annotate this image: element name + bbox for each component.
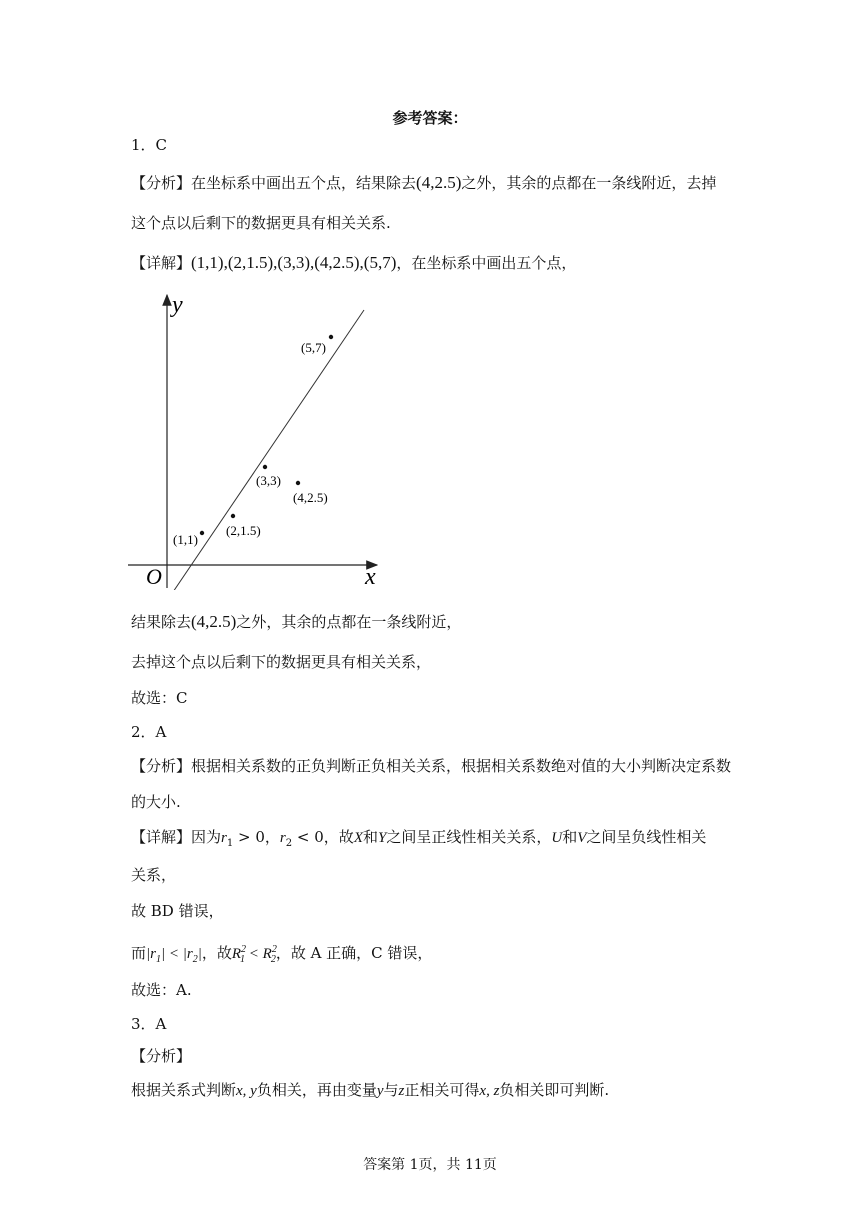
origin-label: O bbox=[146, 564, 162, 589]
scatter-point bbox=[200, 531, 204, 535]
q3-number: 3．A bbox=[131, 1015, 167, 1033]
trend-line bbox=[173, 310, 364, 590]
detail-label: 【详解】 bbox=[131, 828, 192, 846]
detail-label: 【详解】 bbox=[131, 254, 192, 272]
scatter-point bbox=[296, 481, 300, 485]
q1-number: 1．C bbox=[131, 136, 168, 154]
scatter-point bbox=[231, 514, 235, 518]
point-label: (2,1.5) bbox=[226, 523, 261, 538]
q1-analysis: 【分析】在坐标系中画出五个点，结果除去(4,2.5)之外，其余的点都在一条线附近，去掉 bbox=[131, 173, 717, 192]
math-points: (1,1),(2,1.5),(3,3),(4,2.5),(5,7) bbox=[191, 253, 397, 272]
math-point: (4,2.5) bbox=[416, 173, 462, 192]
q3-analysis: 根据关系式判断x, y负相关，再由变量y与z正相关可得x, z负相关即可判断. bbox=[131, 1081, 610, 1099]
page-title: 参考答案： bbox=[392, 109, 468, 127]
point-label: (1,1) bbox=[173, 532, 198, 547]
point-label: (3,3) bbox=[256, 473, 281, 488]
scatter-figure bbox=[125, 290, 385, 590]
q2-detail-cont: 关系， bbox=[131, 866, 177, 884]
x-axis-label: x bbox=[365, 564, 376, 590]
q3-analysis-label: 【分析】 bbox=[131, 1047, 192, 1065]
scatter-point bbox=[263, 465, 267, 469]
abs-compare-math: $|r_1| < |r_2|$ bbox=[146, 946, 202, 965]
q2-detail: 【详解】因为$r_1 > 0$，$r_2 < 0$，故X和Y之间呈正线性相关关系，U和V之间呈负线性相关 bbox=[131, 828, 707, 849]
q1-choose: 故选：C bbox=[131, 689, 188, 707]
q2-compare: 而$|r_1| < |r_2|$，故$R^2_1 < R^2_2$，故 A 正确，C 错误， bbox=[131, 944, 433, 965]
q2-number: 2．A bbox=[131, 723, 167, 741]
q2-bd: 故 BD 错误， bbox=[131, 902, 224, 920]
point-label: (5,7) bbox=[301, 340, 326, 355]
scatter-point bbox=[329, 335, 333, 339]
analysis-label: 【分析】 bbox=[131, 757, 192, 775]
math-point: (4,2.5) bbox=[191, 612, 237, 631]
q1-result: 结果除去(4,2.5)之外，其余的点都在一条线附近， bbox=[131, 612, 462, 631]
q1-analysis-cont: 这个点以后剩下的数据更具有相关关系. bbox=[131, 214, 391, 232]
q1-result-cont: 去掉这个点以后剩下的数据更具有相关关系， bbox=[131, 653, 432, 671]
point-label: (4,2.5) bbox=[293, 490, 328, 505]
analysis-label: 【分析】 bbox=[131, 174, 192, 192]
r-squared-math: $R^2_1 < R^2_2$ bbox=[231, 944, 277, 965]
q2-analysis-cont: 的大小. bbox=[131, 793, 181, 811]
page-footer: 答案第 1页，共 11页 bbox=[363, 1157, 497, 1173]
q2-choose: 故选：A. bbox=[131, 981, 192, 999]
q2-analysis: 【分析】根据相关系数的正负判断正负相关关系，根据相关系数绝对值的大小判断决定系数 bbox=[131, 757, 732, 775]
y-axis-label: y bbox=[172, 292, 183, 318]
q1-detail: 【详解】(1,1),(2,1.5),(3,3),(4,2.5),(5,7)，在坐标系中画出五个点， bbox=[131, 253, 577, 272]
